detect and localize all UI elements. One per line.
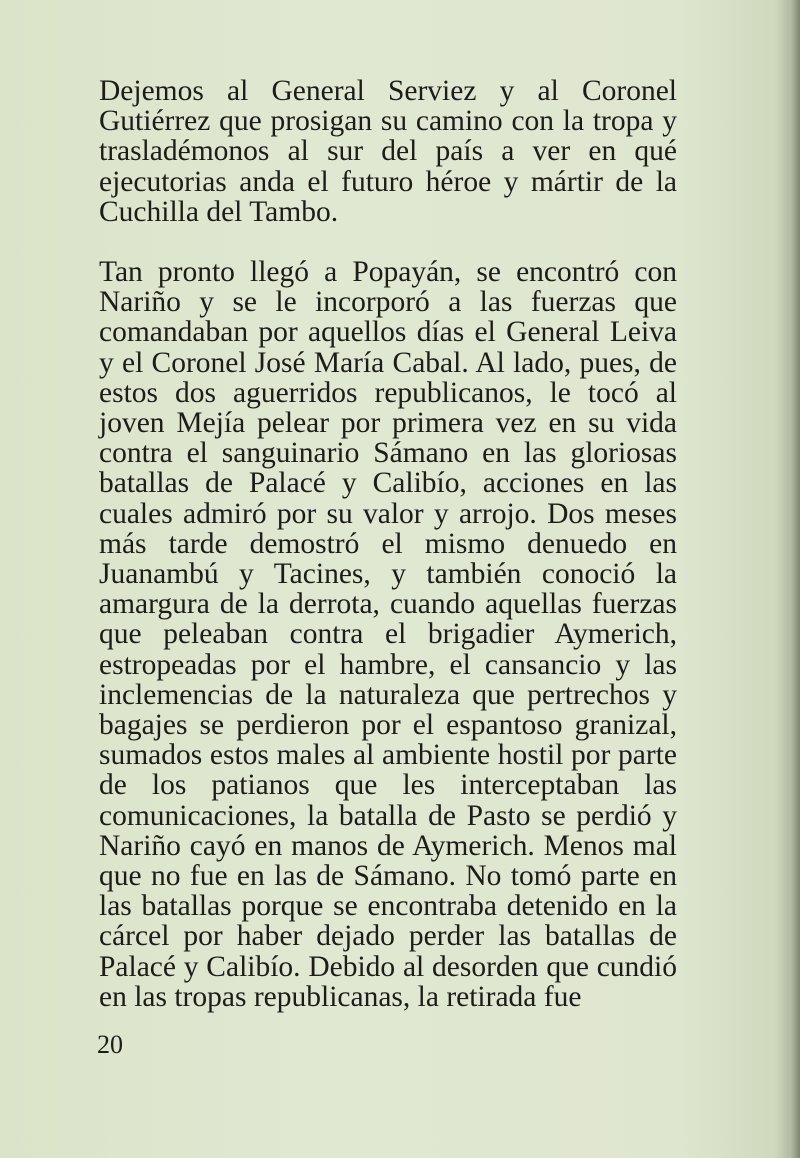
body-text bbox=[99, 76, 677, 1012]
page-edge-shadow bbox=[790, 0, 800, 1158]
page-number: 20 bbox=[97, 1030, 123, 1059]
paragraph-1: Dejemos al General Serviez y al Coronel Gutiérrez que prosigan su camino con la tropa y trasladémonos al sur del país a ver en qué ejecutorias anda el futuro héroe y mártir de la Cuchilla del Tambo. bbox=[99, 75, 677, 228]
paragraph-2: Tan pronto llegó a Popayán, se encontró con Nariño y se le incorporó a las fuerzas que comandaban por aquellos días el General Leiva y el Coronel José María Cabal. Al lado, pues, de estos dos aguerridos republicanos, le tocó al joven Mejía pelear por primera vez en su vida contra el sanguinario Sámano en las gloriosas batallas de Palacé y Calibío, acciones en las cuales admiró por su valor y arrojo. Dos meses más tarde demostró el mismo denuedo en Juanambú y Tacines, y también conoció la amargura de la derrota, cuando aquellas fuerzas que peleaban contra el brigadier Aymerich, estropeadas por el hambre, el cansancio y las inclemencias de la naturaleza que pertrechos y bagajes se perdieron por el espantoso granizal, sumados estos males al ambiente hostil por parte de los patianos que les interceptaban las comunicaciones, la batalla de Pasto se perdió y Nariño cayó en manos de Aymerich. Menos mal que no fue en las de Sámano. No tomó parte en las batallas porque se encontraba detenido en la cárcel por haber dejado perder las batallas de Palacé y Calibío. Debido al desorden que cundió en las tropas republicanas, la retirada fue bbox=[99, 256, 677, 1013]
